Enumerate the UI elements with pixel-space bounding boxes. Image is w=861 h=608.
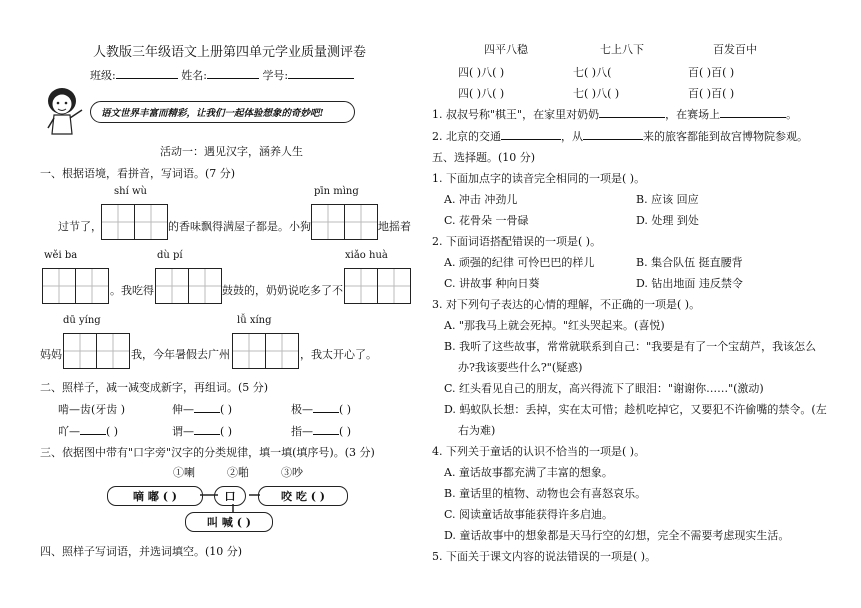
s1-line1-b: 的香味飘得满屋子都是。小狗 xyxy=(168,220,311,233)
mcq2-option-d[interactable]: D. 钻出地面 违反禁令 xyxy=(636,277,743,290)
student-info xyxy=(90,67,354,83)
banner-text: 语文世界丰富而精彩，让我们一起体验想象的奇妙吧! xyxy=(101,108,324,119)
mcq2-option-c[interactable]: C. 讲故事 种向日葵 xyxy=(444,277,540,290)
pinyin-7: lǚ xíng xyxy=(237,315,272,326)
s1-line2-b: 鼓鼓的，奶奶说吃多了不 xyxy=(222,284,343,297)
mcq3-option-b[interactable]: B. 我听了这些故事，常常就联系到自己："我要是有了一个宝葫芦，我该怎么 xyxy=(444,340,817,353)
section4-heading: 四、照样子写词语，并选词填空。(10 分) xyxy=(40,545,243,558)
mcq4-option-a[interactable]: A. 童话故事都充满了丰富的想象。 xyxy=(444,466,613,479)
mcq1-option-a[interactable]: A. 冲击 冲劲儿 xyxy=(444,193,518,206)
s2-item-6: 指— ( ) xyxy=(291,425,352,438)
fill-q1-blank-1[interactable] xyxy=(599,107,665,118)
fill-q2-blank-2[interactable] xyxy=(583,129,643,140)
s2-blank-5[interactable] xyxy=(194,424,220,435)
mcq4-option-d[interactable]: D. 童话故事中的想象都是天马行空的幻想，完全不需要考虑现实生活。 xyxy=(444,529,790,542)
example-word-2: 七上八下 xyxy=(600,43,644,56)
name-field[interactable] xyxy=(207,68,259,79)
pinyin-5: xiǎo huà xyxy=(345,250,388,261)
s2-item-2: 伸— ( ) xyxy=(172,403,233,416)
s2-blank-6[interactable] xyxy=(313,424,339,435)
pinyin-3: wěi ba xyxy=(44,250,78,261)
mcq1-stem: 1. 下面加点字的读音完全相同的一项是( )。 xyxy=(432,172,646,185)
idiom-r2-2[interactable]: 七( )八( ) xyxy=(573,87,620,100)
pill-center: 口 xyxy=(214,486,246,506)
mcq3-option-a[interactable]: A. "那我马上就会死掉。"红头哭起来。(喜悦) xyxy=(444,319,665,332)
mcq2-option-a[interactable]: A. 顽强的纪律 可怜巴巴的样儿 xyxy=(444,256,595,269)
s1-line1-a: 过节了， xyxy=(58,220,102,233)
fill-q2-blank-1[interactable] xyxy=(501,129,561,140)
pill-bottom[interactable]: 叫 喊 ( ) xyxy=(185,512,273,532)
mcq4-stem: 4. 下列关于童话的认识不恰当的一项是( )。 xyxy=(432,445,646,458)
pinyin-4: dù pí xyxy=(157,250,183,261)
name-label: 姓名: xyxy=(181,69,207,82)
s1-line3-b: 我，今年暑假去广州 xyxy=(131,348,230,361)
answer-grid-2[interactable] xyxy=(311,204,378,240)
section3-heading: 三、依据图中带有"口字旁"汉字的分类规律，填一填(填序号)。(3 分) xyxy=(40,446,375,459)
section1-heading: 一、根据语境，看拼音，写词语。(7 分) xyxy=(40,167,236,180)
s2-item-1: 啃—齿(牙齿 ) xyxy=(58,403,126,416)
page-title: 人教版三年级语文上册第四单元学业质量测评卷 xyxy=(93,45,367,60)
class-label: 班级: xyxy=(90,69,116,82)
pinyin-2: pīn mìng xyxy=(314,186,359,197)
s2-item-5: 谓— ( ) xyxy=(172,425,233,438)
mcq5-stem: 5. 下面关于课文内容的说法错误的一项是( )。 xyxy=(432,550,657,563)
mcq1-option-c[interactable]: C. 花骨朵 一骨碌 xyxy=(444,214,529,227)
mcq2-stem: 2. 下面词语搭配错误的一项是( )。 xyxy=(432,235,602,248)
activity-title: 活动一：遇见汉字，涵养人生 xyxy=(160,145,303,158)
answer-grid-5[interactable] xyxy=(344,268,411,304)
s1-line2-a: 。我吃得 xyxy=(110,284,154,297)
fill-q1-blank-2[interactable] xyxy=(720,107,786,118)
idiom-r2-3[interactable]: 百( )百( ) xyxy=(688,87,735,100)
pinyin-6: dū yíng xyxy=(63,315,101,326)
pill-left[interactable]: 嘀 嘟 ( ) xyxy=(107,486,203,506)
s1-line3-a: 妈妈 xyxy=(40,348,62,361)
mcq2-option-b[interactable]: B. 集合队伍 挺直腰背 xyxy=(636,256,743,269)
girl-illustration-icon xyxy=(40,84,90,139)
answer-grid-4[interactable] xyxy=(155,268,222,304)
mcq3-option-c[interactable]: C. 红头看见自己的朋友，高兴得流下了眼泪："谢谢你……"(激动) xyxy=(444,382,764,395)
answer-grid-1[interactable] xyxy=(101,204,168,240)
s1-line1-c: 地摇着 xyxy=(378,220,411,233)
mcq3-option-d-cont: 右为难) xyxy=(458,424,496,437)
pill-right[interactable]: 咬 吃 ( ) xyxy=(258,486,348,506)
example-word-3: 百发百中 xyxy=(713,43,757,56)
mcq4-option-c[interactable]: C. 阅读童话故事能获得许多启迪。 xyxy=(444,508,614,521)
section5-heading: 五、选择题。(10 分) xyxy=(432,151,536,164)
mcq3-option-b-cont: 办?我该要些什么?"(疑惑) xyxy=(458,361,583,374)
id-label: 学号: xyxy=(262,69,289,82)
mcq1-option-b[interactable]: B. 应该 回应 xyxy=(636,193,699,206)
banner-bubble xyxy=(90,101,355,123)
idiom-r1-3[interactable]: 百( )百( ) xyxy=(688,66,735,79)
mcq4-option-b[interactable]: B. 童话里的植物、动物也会有喜怒哀乐。 xyxy=(444,487,647,500)
s2-item-4: 吖— ( ) xyxy=(58,425,119,438)
mcq3-stem: 3. 对下列句子表达的心情的理解，不正确的一项是( )。 xyxy=(432,298,701,311)
s2-blank-3[interactable] xyxy=(313,402,339,413)
fill-q2: 2. 北京的交通 ，从 来的旅客都能到故宫博物院参观。 xyxy=(432,130,808,143)
section2-heading: 二、照样子，减一减变成新字，再组词。(5 分) xyxy=(40,381,269,394)
mcq1-option-d[interactable]: D. 处理 到处 xyxy=(636,214,699,227)
s2-item-3: 极— ( ) xyxy=(291,403,352,416)
s3-option-3: ③吵 xyxy=(281,466,303,479)
idiom-r2-1[interactable]: 四( )八( ) xyxy=(458,87,505,100)
answer-grid-3[interactable] xyxy=(42,268,109,304)
s2-blank-4[interactable] xyxy=(80,424,106,435)
answer-grid-7[interactable] xyxy=(232,333,299,369)
s2-blank-2[interactable] xyxy=(194,402,220,413)
idiom-r1-2[interactable]: 七( )八( xyxy=(573,66,612,79)
s1-line3-c: ，我太开心了。 xyxy=(300,348,377,361)
answer-grid-6[interactable] xyxy=(63,333,130,369)
example-word-1: 四平八稳 xyxy=(484,43,528,56)
fill-q1: 1. 叔叔号称"棋王"，在家里对奶奶 ，在赛场上 。 xyxy=(432,108,798,121)
s3-option-2: ②啪 xyxy=(227,466,249,479)
mcq3-option-d[interactable]: D. 蚂蚁队长想：丢掉，实在太可惜；趁机吃掉它，又要犯不许偷嘴的禁令。(左 xyxy=(444,403,827,416)
s3-option-1: ①喇 xyxy=(173,466,195,479)
pinyin-1: shí wù xyxy=(114,186,147,197)
idiom-r1-1[interactable]: 四( )八( ) xyxy=(458,66,505,79)
id-field[interactable] xyxy=(288,68,354,79)
class-field[interactable] xyxy=(116,68,178,79)
